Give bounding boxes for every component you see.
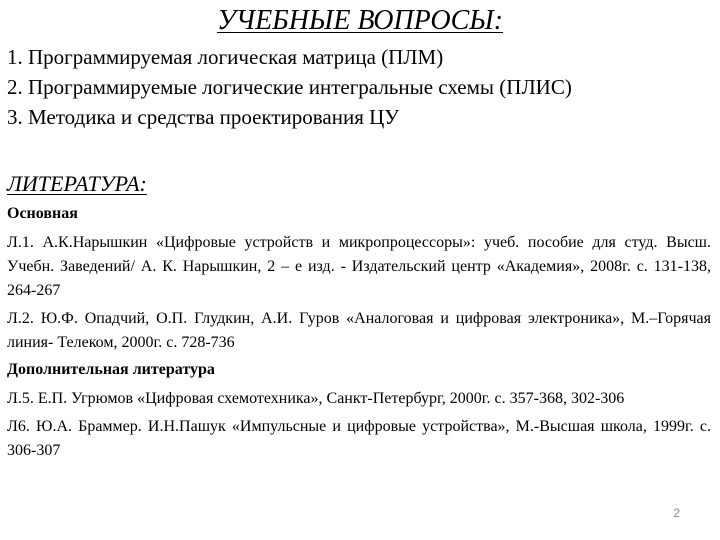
reference-item: Л6. Ю.А. Браммер. И.Н.Пашук «Импульсные и цифровые устройства», М.-Высшая школа, 1999г. с. 306-307 — [7, 418, 711, 459]
main-literature-label: Основная — [7, 205, 78, 222]
question-item: 1. Программируемая логическая матрица (ПЛМ) — [7, 45, 444, 69]
reference-item: Л.5. Е.П. Угрюмов «Цифровая схемотехника», Санкт-Петербург, 2000г. с. 357-368, 302-306 — [7, 390, 625, 407]
question-item: 2. Программируемые логические интегральные схемы (ПЛИС) — [7, 75, 572, 99]
page-number: 2 — [673, 506, 680, 520]
extra-literature-label: Дополнительная литература — [7, 361, 215, 378]
reference-item: Л.2. Ю.Ф. Опадчий, О.П. Глудкин, А.И. Гуров «Аналоговая и цифровая электроника», М.–Горячая линия- Телеком, 2000г. с. 728-736 — [7, 310, 711, 351]
questions-list — [7, 42, 713, 132]
slide-title: УЧЕБНЫЕ ВОПРОСЫ: — [216, 5, 504, 36]
question-item: 3. Методика и средства проектирования ЦУ — [7, 105, 400, 129]
literature-list — [7, 203, 711, 467]
literature-heading: ЛИТЕРАТУРА: — [7, 171, 147, 196]
reference-item: Л.1. А.К.Нарышкин «Цифровые устройств и микропроцессоры»: учеб. пособие для студ. Высш. Учебн. Заведений/ А. К. Нарышкин, 2 – е изд. - Издательский центр «Академия», 2008г. с. 131-138, 264-267 — [7, 234, 711, 299]
